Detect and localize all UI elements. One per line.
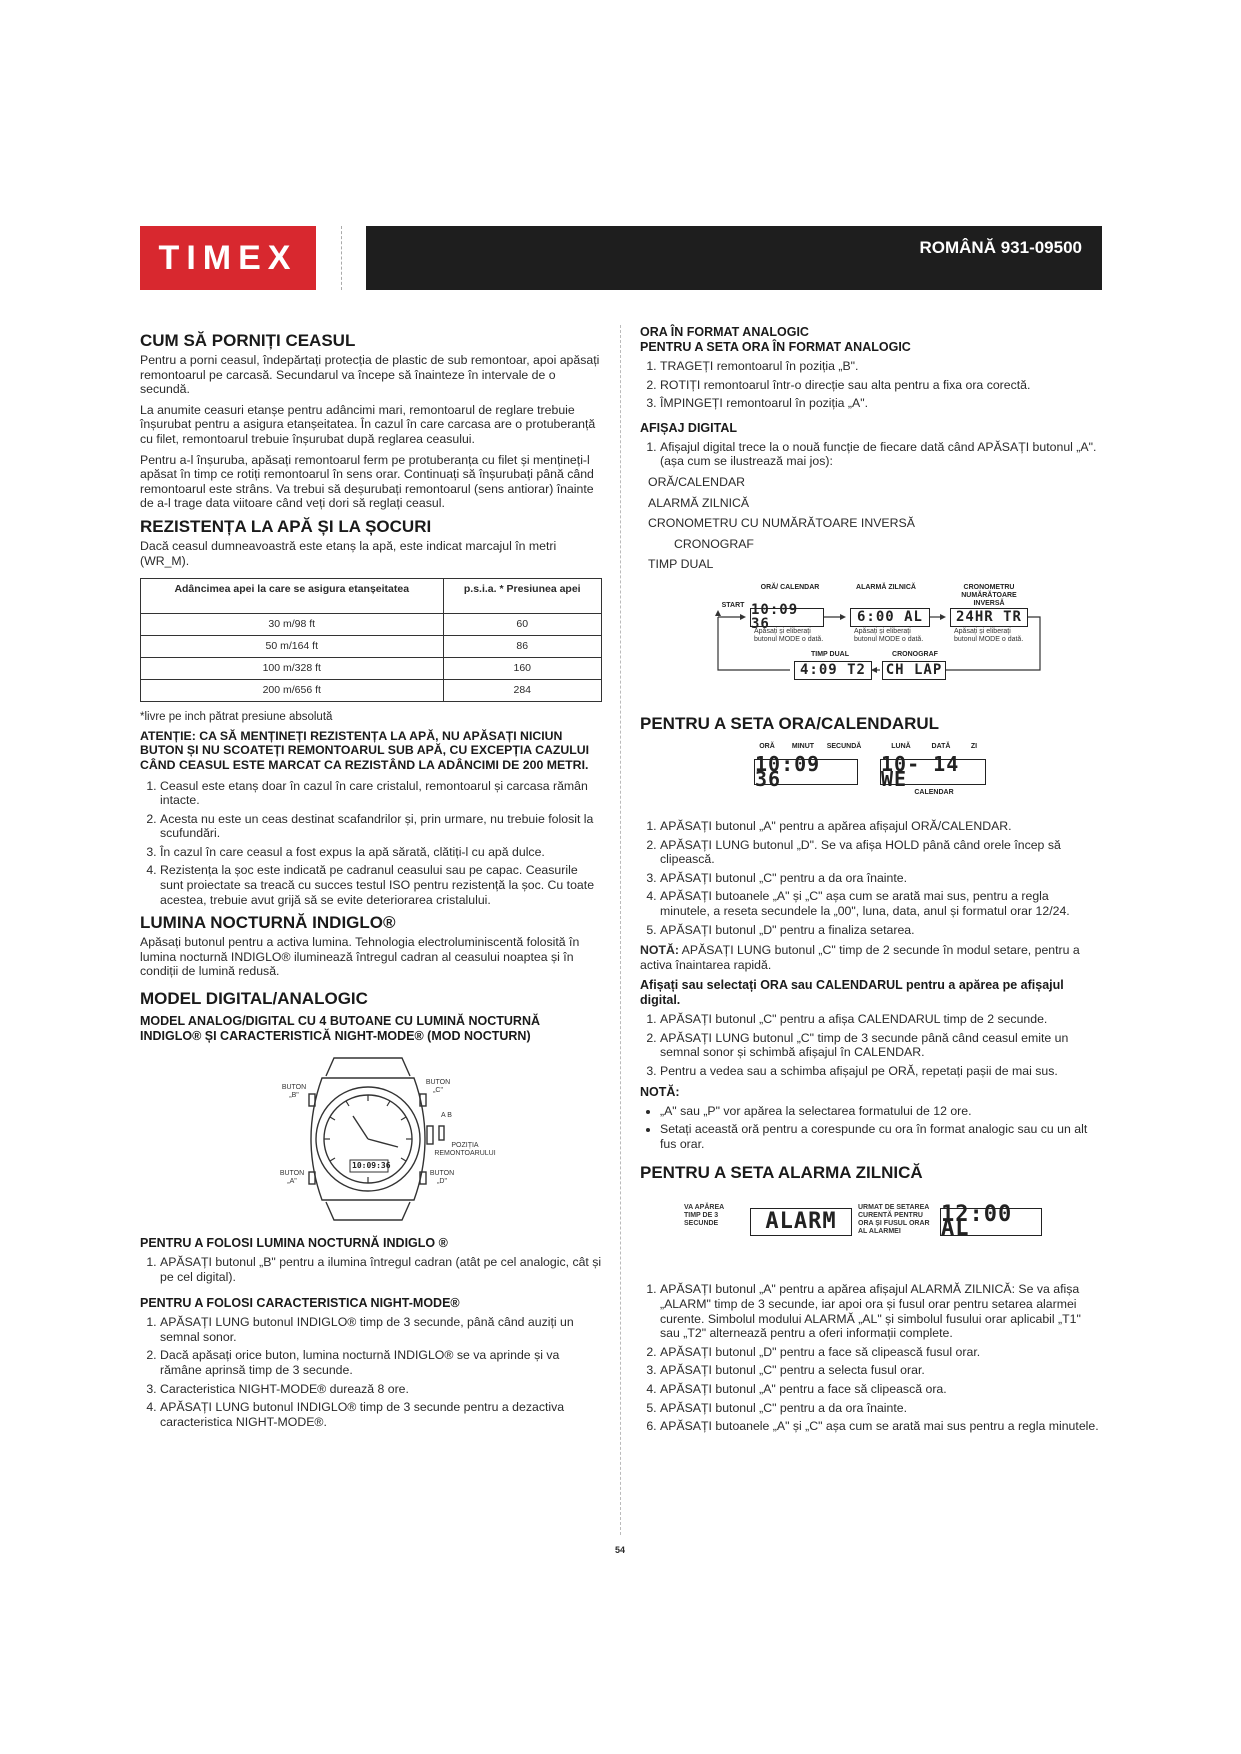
button-a-label: BUTON „A" bbox=[279, 1170, 305, 1186]
diagram-start-label: START bbox=[721, 601, 745, 609]
lcd-alarm: ALARM bbox=[750, 1208, 852, 1236]
list-item: 3. APĂSAȚI butonul „C" pentru a selecta fusul orar. bbox=[660, 1363, 1102, 1378]
list-item: • „A" sau „P" vor apărea la selectarea formatului de 12 ore. bbox=[660, 1104, 1102, 1119]
crown-ab-label: A B bbox=[441, 1112, 452, 1120]
table-row bbox=[141, 658, 602, 680]
label-minute: MINUT bbox=[791, 742, 815, 750]
watch-drawing bbox=[140, 1054, 602, 1224]
alarm-label-left: VA APĂREA TIMP DE 3 SECUNDE bbox=[684, 1204, 724, 1228]
numbered-list bbox=[640, 440, 1102, 469]
lcd-countdown: 24HR TR bbox=[950, 608, 1028, 627]
section-title: PENTRU A SETA ORA/CALENDARUL bbox=[640, 713, 940, 733]
section-title: MODEL DIGITAL/ANALOGIC bbox=[140, 989, 368, 1009]
numbered-list bbox=[140, 1255, 602, 1284]
section-title: CUM SĂ PORNIȚI CEASUL bbox=[140, 331, 356, 350]
crown-position-label: POZIȚIA REMONTOARULUI bbox=[434, 1142, 496, 1158]
diagram-label-time-calendar: ORĂ/ CALENDAR bbox=[760, 583, 820, 591]
diagram-sublabel: Apăsați și eliberați butonul MODE o dată. bbox=[754, 627, 824, 643]
paragraph: Pentru a porni ceasul, îndepărtați protecția de plastic de sub remontoar, apoi apăsați remontoarul pe carcasă. Secundarul va începe să înainteze în intervale de o secundă. bbox=[140, 353, 600, 397]
subsection-title: PENTRU A FOLOSI CARACTERISTICA NIGHT-MODE® bbox=[140, 1296, 460, 1311]
diagram-label-chronograph: CRONOGRAF bbox=[892, 650, 938, 658]
button-d-label: BUTON „D" bbox=[429, 1170, 455, 1186]
list-item: 1. Ceasul este etanș doar în cazul în care cristalul, remontoarul și carcasa rămân intacte. bbox=[160, 779, 602, 808]
table-cell: 284 bbox=[443, 680, 602, 702]
numbered-list bbox=[640, 359, 1102, 411]
label-date: DATĂ bbox=[931, 742, 951, 750]
table-cell: 200 m/656 ft bbox=[141, 680, 444, 702]
diagram-sublabel: Apăsați și eliberați butonul MODE o dată. bbox=[954, 627, 1024, 643]
list-item: 4. Rezistența la șoc este indicată pe cadranul ceasului sau pe capac. Ceasurile sunt proiectate sa treacă cu succes testul ISO pentru rezistență la șoc. Cu toate acestea, trebuie avut grijă să se evite deteriorarea cristalului. bbox=[160, 863, 602, 907]
mode-item: ALARMĂ ZILNICĂ bbox=[648, 495, 750, 510]
section-title: REZISTENȚA LA APĂ ȘI LA ȘOCURI bbox=[140, 516, 432, 536]
table-cell: 30 m/98 ft bbox=[141, 614, 444, 636]
table-cell: 160 bbox=[443, 658, 602, 680]
lcd-chronograph: CH LAP bbox=[882, 661, 946, 680]
mode-item: TIMP DUAL bbox=[648, 557, 714, 572]
numbered-list bbox=[640, 1012, 1102, 1078]
list-item: 1. APĂSAȚI butonul „B" pentru a ilumina întregul cadran (atât pe cel analogic, cât și pe cel digital). bbox=[160, 1255, 602, 1284]
list-item: 4. APĂSAȚI LUNG butonul INDIGLO® timp de 3 secunde pentru a dezactiva caracteristica NIGHT-MODE®. bbox=[160, 1400, 602, 1429]
footnote: *livre pe inch pătrat presiune absolută bbox=[140, 711, 333, 724]
header-divider bbox=[341, 226, 342, 290]
lcd-calendar: 10- 14 WE bbox=[880, 759, 986, 785]
alarm-label-mid: URMAT DE SETAREA CURENTĂ PENTRU ORA ȘI FUSUL ORAR AL ALARMEI bbox=[858, 1204, 930, 1236]
logo-text: TIMEX bbox=[158, 238, 298, 277]
label-month: LUNĂ bbox=[891, 742, 911, 750]
alarm-diagram bbox=[640, 1202, 1102, 1252]
table-row bbox=[141, 680, 602, 702]
list-item: 3. APĂSAȚI butonul „C" pentru a da ora înainte. bbox=[660, 871, 1102, 886]
diagram-label-daily-alarm: ALARMĂ ZILNICĂ bbox=[856, 583, 916, 591]
note-paragraph bbox=[640, 943, 1102, 972]
subsection-title: Afișați sau selectați ORA sau CALENDARUL pentru a apărea pe afișajul digital. bbox=[640, 978, 1064, 1008]
list-item: 2. APĂSAȚI LUNG butonul „C" timp de 3 secunde până când ceasul emite un semnal sonor și schimbă afișajul în CALENDAR. bbox=[660, 1031, 1102, 1060]
lcd-time-calendar: 10:09 36 bbox=[750, 608, 824, 627]
list-item: 2. APĂSAȚI butonul „D" pentru a face să clipească fusul orar. bbox=[660, 1345, 1102, 1360]
lcd-alarm-setting: 12:00 AL bbox=[940, 1208, 1042, 1236]
list-item: 1. APĂSAȚI butonul „C" pentru a afișa CALENDARUL timp de 2 secunde. bbox=[660, 1012, 1102, 1027]
diagram-label-dual-time: TIMP DUAL bbox=[811, 650, 849, 658]
table-row bbox=[141, 614, 602, 636]
list-item: 5. APĂSAȚI butonul „D" pentru a finaliza setarea. bbox=[660, 923, 1102, 938]
paragraph: Dacă ceasul dumneavoastră este etanș la apă, este indicat marcajul în metri (WR_M). bbox=[140, 538, 557, 568]
list-item: 1. APĂSAȚI butonul „A" pentru a apărea afișajul ALARMĂ ZILNICĂ: Se va afișa „ALARM" timp de 3 secunde, iar apoi ora și fusul orar pentru setarea alarmei curente. Simbolul modului ALARMĂ „AL" și simbolul fusului orar aplicabil „T1" sau „T2" alternează pentru a oferi informații complete. bbox=[660, 1282, 1102, 1340]
table-cell: 100 m/328 ft bbox=[141, 658, 444, 680]
watch-illustration bbox=[140, 1054, 602, 1224]
table-cell: 86 bbox=[443, 636, 602, 658]
list-item: 2. ROTIȚI remontoarul într-o direcție sau alta pentru a fixa ora corectă. bbox=[660, 378, 1102, 393]
numbered-list bbox=[140, 779, 602, 908]
list-item: 3. În cazul în care ceasul a fost expus la apă sărată, clătiți-l cu apă dulce. bbox=[160, 845, 602, 860]
diagram-sublabel: Apăsați și eliberați butonul MODE o dată. bbox=[854, 627, 924, 643]
timex-logo bbox=[140, 226, 316, 290]
note-title: NOTĂ: bbox=[640, 1084, 680, 1099]
mode-cycle-diagram bbox=[640, 582, 1102, 692]
water-resistance-table bbox=[140, 578, 602, 702]
note-text: APĂSAȚI LUNG butonul „C" timp de 2 secunde în modul setare, pentru a activa înaintarea rapidă. bbox=[640, 943, 1080, 972]
time-calendar-diagram bbox=[640, 741, 1102, 803]
list-item: 5. APĂSAȚI butonul „C" pentru a da ora înainte. bbox=[660, 1401, 1102, 1416]
subsection-title: AFIȘAJ DIGITAL bbox=[640, 420, 737, 435]
column-divider bbox=[620, 325, 621, 1535]
bullet-list bbox=[640, 1104, 1102, 1152]
button-c-label: BUTON „C" bbox=[425, 1079, 451, 1095]
list-item: • Setați această oră pentru a corespunde cu ora în format analogic sau cu un alt fus orar. bbox=[660, 1122, 1102, 1151]
list-item: 3. Pentru a vedea sau a schimba afișajul pe ORĂ, repetați pașii de mai sus. bbox=[660, 1064, 1102, 1079]
right-column bbox=[640, 325, 1102, 1440]
paragraph: Apăsați butonul pentru a activa lumina. Tehnologia electroluminiscentă folosită în lumina nocturnă INDIGLO® iluminează întregul cadran al ceasului noaptea și în condiții de lumină redusă. bbox=[140, 935, 580, 979]
list-item: 6. APĂSAȚI butoanele „A" și „C" așa cum se arată mai sus pentru a regla minutele. bbox=[660, 1419, 1102, 1434]
label-calendar: CALENDAR bbox=[914, 788, 954, 796]
label-second: SECUNDĂ bbox=[826, 742, 862, 750]
paragraph: La anumite ceasuri etanșe pentru adâncimi mari, remontoarul de reglare trebuie înșurubat pentru a asigura etanșeitatea. În cazul în care carcasa are o protuberanță cu filet, remontoarul trebuie înșurubat după reglarea ceasului. bbox=[140, 402, 596, 446]
table-row bbox=[141, 636, 602, 658]
lcd-daily-alarm: 6:00 AL bbox=[850, 608, 930, 627]
mode-item: ORĂ/CALENDAR bbox=[648, 474, 746, 489]
paragraph: Pentru a-l înșuruba, apăsați remontoarul ferm pe protuberanța cu filet și mențineți-l apăsat în timp ce rotiți remontoarul în sens orar. Continuați să înșurubați până când remontoarul este strâns. Va trebui să deșurubați remontoarul (sens antiorar) înainte de a-l trage data viitoare când veți dori să reglați ceasul. bbox=[140, 452, 594, 511]
mode-list bbox=[640, 475, 1102, 572]
lcd-dual-time: 4:09 T2 bbox=[794, 661, 872, 680]
subsection-title: PENTRU A FOLOSI LUMINA NOCTURNĂ INDIGLO ® bbox=[140, 1236, 448, 1251]
note-label: NOTĂ: bbox=[640, 943, 679, 958]
section-title: PENTRU A SETA ALARMA ZILNICĂ bbox=[640, 1163, 923, 1183]
numbered-list bbox=[640, 1282, 1102, 1433]
table-header: Adâncimea apei la care se asigura etanșeitatea bbox=[141, 579, 444, 614]
subsection-title: PENTRU A SETA ORA ÎN FORMAT ANALOGIC bbox=[640, 340, 911, 354]
left-column bbox=[140, 325, 602, 1435]
table-header-row bbox=[141, 579, 602, 614]
list-item: 1. Afișajul digital trece la o nouă funcție de fiecare dată când APĂSAȚI butonul „A". (așa cum se ilustrează mai jos): bbox=[660, 440, 1102, 469]
list-item: 4. APĂSAȚI butoanele „A" și „C" așa cum se arată mai sus, pentru a regla minutele, a reseta secundele la „00", luna, data, anul și formatul orar 12/24. bbox=[660, 889, 1102, 918]
header-bar bbox=[366, 226, 1102, 290]
list-item: 1. APĂSAȚI LUNG butonul INDIGLO® timp de 3 secunde, până când auziți un semnal sonor. bbox=[160, 1315, 602, 1344]
table-cell: 60 bbox=[443, 614, 602, 636]
button-b-label: BUTON „B" bbox=[281, 1084, 307, 1100]
numbered-list bbox=[640, 819, 1102, 937]
label-hour: ORĂ bbox=[759, 742, 775, 750]
list-item: 1. APĂSAȚI butonul „A" pentru a apărea afișajul ORĂ/CALENDAR. bbox=[660, 819, 1102, 834]
document-code: ROMÂNĂ 931-09500 bbox=[919, 238, 1082, 257]
label-day: ZI bbox=[970, 742, 978, 750]
diagram-label-countdown: CRONOMETRU NUMĂRĂTOARE INVERSĂ bbox=[961, 583, 1017, 607]
list-item: 3. Caracteristica NIGHT-MODE® durează 8 ore. bbox=[160, 1382, 602, 1397]
list-item: 3. ÎMPINGEȚI remontoarul în poziția „A". bbox=[660, 396, 1102, 411]
list-item: 4. APĂSAȚI butonul „A" pentru a face să clipească ora. bbox=[660, 1382, 1102, 1397]
subsection-title: ORA ÎN FORMAT ANALOGIC bbox=[640, 325, 809, 339]
list-item: 1. TRAGEȚI remontoarul în poziția „B". bbox=[660, 359, 1102, 374]
list-item: 2. APĂSAȚI LUNG butonul „D". Se va afișa HOLD până când orele încep să clipească. bbox=[660, 838, 1102, 867]
mode-item: CRONOGRAF bbox=[674, 536, 754, 551]
table-cell: 50 m/164 ft bbox=[141, 636, 444, 658]
lcd-time: 10:09 36 bbox=[754, 759, 858, 785]
list-item: 2. Dacă apăsați orice buton, lumina nocturnă INDIGLO® se va aprinde și va rămâne aprinsă timp de 3 secunde. bbox=[160, 1348, 602, 1377]
list-item: 2. Acesta nu este un ceas destinat scafandrilor și, prin urmare, nu trebuie folosit la scufundări. bbox=[160, 812, 602, 841]
section-title: LUMINA NOCTURNĂ INDIGLO® bbox=[140, 913, 396, 933]
page-number: 54 bbox=[615, 1545, 626, 1555]
warning-text: ATENȚIE: CA SĂ MENȚINEȚI REZISTENȚA LA APĂ, NU APĂSAȚI NICIUN BUTON ȘI NU SCOATEȚI REMONTOARUL SUB APĂ, CU EXCEPȚIA CAZULUI CÂND CEASUL ESTE MARCAT CA REZISTÂND LA ADÂNCIMI DE 200 METRI. bbox=[140, 728, 590, 772]
table-header: p.s.i.a. * Presiunea apei bbox=[443, 579, 602, 614]
numbered-list bbox=[140, 1315, 602, 1429]
watch-lcd-readout: 10:09:36 bbox=[352, 1161, 391, 1171]
subsection-title: MODEL ANALOG/DIGITAL CU 4 BUTOANE CU LUMINĂ NOCTURNĂ INDIGLO® ȘI CARACTERISTICĂ NIGHT-MODE® (MOD NOCTURN) bbox=[140, 1014, 540, 1044]
mode-item: CRONOMETRU CU NUMĂRĂTOARE INVERSĂ bbox=[648, 516, 915, 531]
